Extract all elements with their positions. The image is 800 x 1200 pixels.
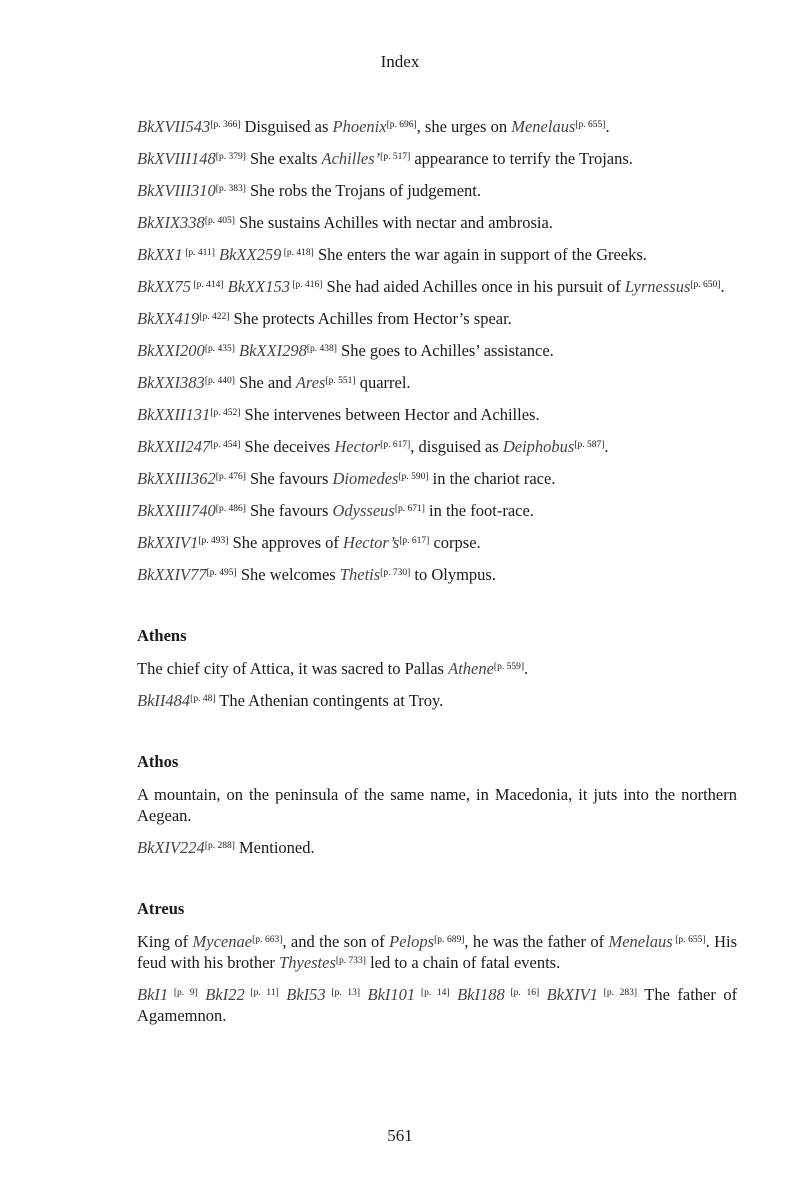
page-title: Index <box>380 52 420 71</box>
section-heading: Athos <box>137 752 179 771</box>
entry-text: The father of Agamemnon. <box>137 985 738 1025</box>
index-entry <box>137 500 737 521</box>
cross-reference-link[interactable]: Deiphobus <box>502 437 575 456</box>
cross-reference-link[interactable]: BkXXIV1 <box>137 533 199 552</box>
entry-text: The chief city of Attica, it was sacred to Pallas <box>137 659 449 678</box>
cross-reference-link[interactable]: Hector <box>334 437 381 456</box>
cross-reference-link[interactable]: BkI188 <box>457 985 505 1004</box>
page-number: 561 <box>387 1126 413 1145</box>
cross-reference-link[interactable]: Odysseus <box>332 501 395 520</box>
page-reference: [p. 379] <box>215 152 246 162</box>
page-reference: [p. 438] <box>306 344 337 354</box>
entry-text: She enters the war again in support of the Greeks. <box>313 245 647 264</box>
cross-reference-link[interactable]: BkXX75 <box>137 277 192 296</box>
page-footer <box>0 1126 800 1146</box>
index-section <box>137 625 737 711</box>
page-reference: [p. 418] <box>281 248 314 258</box>
page-reference: [p. 655] <box>575 120 606 130</box>
entry-text <box>539 985 546 1004</box>
entry-text <box>450 985 457 1004</box>
cross-reference-link[interactable]: BkXVII543 <box>137 117 211 136</box>
entry-text: , and the son of <box>282 932 390 951</box>
entry-text: to Olympus. <box>410 565 496 584</box>
index-entry <box>137 532 737 553</box>
index-entry <box>137 931 737 973</box>
page-reference: [p. 559] <box>493 662 524 672</box>
page-header <box>0 52 800 72</box>
page-reference: [p. 11] <box>244 988 279 998</box>
entry-text: . His feud with his brother <box>137 932 738 972</box>
cross-reference-link[interactable]: BkXXII131 <box>137 405 211 424</box>
entry-text: , disguised as <box>410 437 503 456</box>
entry-text: A mountain, on the peninsula of the same name, in Macedonia, it juts into the northern Aegean. <box>137 785 737 825</box>
entry-text: She favours <box>245 501 333 520</box>
cross-reference-link[interactable]: BkXXIV77 <box>137 565 207 584</box>
entry-text: She and <box>234 373 296 392</box>
page-reference: [p. 416] <box>289 280 323 290</box>
entry-text: . <box>524 659 529 678</box>
page-reference: [p. 587] <box>574 440 605 450</box>
index-entry <box>137 244 737 265</box>
entry-text: She goes to Achilles’ assistance. <box>336 341 554 360</box>
cross-reference-link[interactable]: BkXIV224 <box>137 838 205 857</box>
index-content <box>137 116 737 1037</box>
index-entry <box>137 372 737 393</box>
index-entry <box>137 468 737 489</box>
cross-reference-link[interactable]: BkI53 <box>286 985 326 1004</box>
entry-text: Disguised as <box>240 117 333 136</box>
cross-reference-link[interactable]: Lyrnessus <box>624 277 691 296</box>
cross-reference-link[interactable]: BkXX1 <box>137 245 183 264</box>
index-entry <box>137 690 737 711</box>
entry-text: quarrel. <box>355 373 411 392</box>
page-reference: [p. 440] <box>204 376 235 386</box>
cross-reference-link[interactable]: BkXXII247 <box>137 437 211 456</box>
index-entry <box>137 404 737 425</box>
entry-text: She had aided Achilles once in his pursuit of <box>322 277 625 296</box>
page-reference: [p. 405] <box>204 216 235 226</box>
page-reference: [p. 288] <box>204 841 235 851</box>
entry-text <box>360 985 367 1004</box>
page-reference: [p. 16] <box>504 988 540 998</box>
page-reference: [p. 617] <box>380 440 411 450</box>
index-entry <box>137 180 737 201</box>
athene-entries <box>137 116 737 585</box>
index-section <box>137 898 737 1026</box>
cross-reference-link[interactable]: BkXX153 <box>227 277 290 296</box>
entry-text: She robs the Trojans of judgement. <box>245 181 481 200</box>
cross-reference-link[interactable]: BkXXI383 <box>137 373 205 392</box>
page-reference: [p. 422] <box>199 312 230 322</box>
entry-text: She welcomes <box>236 565 340 584</box>
page-reference: [p. 730] <box>380 568 411 578</box>
page-reference: [p. 551] <box>325 376 356 386</box>
index-entry <box>137 276 737 297</box>
index-entry <box>137 436 737 457</box>
cross-reference-link[interactable]: Hector’s <box>343 533 400 552</box>
page-reference: [p. 517] <box>380 152 411 162</box>
cross-reference-link[interactable]: Phoenix <box>332 117 387 136</box>
cross-reference-link[interactable]: Achilles’ <box>321 149 381 168</box>
entry-text: in the foot-race. <box>424 501 534 520</box>
entry-text: corpse. <box>429 533 481 552</box>
entry-text: , she urges on <box>416 117 512 136</box>
cross-reference-link[interactable]: Thyestes <box>279 953 336 972</box>
cross-reference-link[interactable]: BkXX419 <box>137 309 200 328</box>
cross-reference-link[interactable]: Menelaus <box>608 932 673 951</box>
page-reference: [p. 454] <box>210 440 241 450</box>
entry-text: . <box>720 277 725 296</box>
page-reference: [p. 411] <box>182 248 215 258</box>
page-reference: [p. 650] <box>690 280 721 290</box>
page-reference: [p. 283] <box>597 988 638 998</box>
cross-reference-link[interactable]: BkI1 <box>137 985 169 1004</box>
cross-reference-link[interactable]: Pelops <box>389 932 435 951</box>
cross-reference-link[interactable]: Thetis <box>339 565 381 584</box>
cross-reference-link[interactable]: BkXIV1 <box>546 985 598 1004</box>
page-reference: [p. 48] <box>190 694 216 704</box>
page-reference: [p. 13] <box>325 988 361 998</box>
index-entry <box>137 784 737 826</box>
cross-reference-link[interactable]: BkI101 <box>367 985 416 1004</box>
page-reference: [p. 452] <box>210 408 241 418</box>
page-reference: [p. 655] <box>672 935 706 945</box>
cross-reference-link[interactable]: BkXVIII310 <box>137 181 216 200</box>
cross-reference-link[interactable]: BkXXI200 <box>137 341 205 360</box>
entry-text: The Athenian contingents at Troy. <box>215 691 444 710</box>
page-reference: [p. 663] <box>252 935 283 945</box>
cross-reference-link[interactable]: BkXXIII740 <box>137 501 216 520</box>
entry-text: Mentioned. <box>234 838 315 857</box>
cross-reference-link[interactable]: Diomedes <box>332 469 399 488</box>
cross-reference-link[interactable]: BkII484 <box>137 691 191 710</box>
entry-text: , he was the father of <box>464 932 609 951</box>
page-reference: [p. 366] <box>210 120 241 130</box>
page-reference: [p. 590] <box>398 472 429 482</box>
entry-text: led to a chain of fatal events. <box>365 953 561 972</box>
index-entry <box>137 340 737 361</box>
entry-text: She intervenes between Hector and Achilles. <box>240 405 540 424</box>
entry-text: appearance to terrify the Trojans. <box>410 149 633 168</box>
entry-text: King of <box>137 932 193 951</box>
entry-text: She sustains Achilles with nectar and ambrosia. <box>234 213 553 232</box>
index-entry <box>137 148 737 169</box>
page-reference: [p. 476] <box>215 472 246 482</box>
cross-reference-link[interactable]: Ares <box>295 373 326 392</box>
page-reference: [p. 486] <box>215 504 246 514</box>
entry-text: . <box>605 117 610 136</box>
page-reference: [p. 495] <box>206 568 237 578</box>
cross-reference-link[interactable]: BkXXI298 <box>239 341 307 360</box>
entry-text: She protects Achilles from Hector’s spear. <box>229 309 512 328</box>
page-reference: [p. 435] <box>204 344 235 354</box>
entry-text: She approves of <box>228 533 344 552</box>
entry-text: She exalts <box>245 149 322 168</box>
cross-reference-link[interactable]: BkXXIII362 <box>137 469 216 488</box>
page-reference: [p. 383] <box>215 184 246 194</box>
index-entry <box>137 837 737 858</box>
page-reference: [p. 493] <box>198 536 229 546</box>
section-heading: Athens <box>137 626 187 645</box>
index-entry <box>137 564 737 585</box>
cross-reference-link[interactable]: BkI22 <box>205 985 245 1004</box>
entry-text: She favours <box>245 469 333 488</box>
index-entry <box>137 984 737 1026</box>
page-reference: [p. 671] <box>394 504 425 514</box>
page-reference: [p. 689] <box>434 935 465 945</box>
cross-reference-link[interactable]: BkXVIII148 <box>137 149 216 168</box>
entry-text: . <box>604 437 609 456</box>
index-entry <box>137 308 737 329</box>
page-reference: [p. 733] <box>335 956 366 966</box>
section-heading: Atreus <box>137 899 185 918</box>
entry-text: She deceives <box>240 437 335 456</box>
cross-reference-link[interactable]: Athene <box>448 659 494 678</box>
page-reference: [p. 696] <box>386 120 417 130</box>
cross-reference-link[interactable]: BkXX259 <box>219 245 282 264</box>
entry-text: in the chariot race. <box>428 469 556 488</box>
page-reference: [p. 414] <box>191 280 224 290</box>
index-section <box>137 751 737 858</box>
page-reference: [p. 14] <box>415 988 450 998</box>
page-reference: [p. 617] <box>399 536 430 546</box>
index-entry <box>137 116 737 137</box>
index-entry <box>137 212 737 233</box>
cross-reference-link[interactable]: Mycenae <box>192 932 253 951</box>
cross-reference-link[interactable]: BkXIX338 <box>137 213 205 232</box>
index-sections <box>137 625 737 1026</box>
page-reference: [p. 9] <box>168 988 198 998</box>
cross-reference-link[interactable]: Menelaus <box>511 117 576 136</box>
index-entry <box>137 658 737 679</box>
